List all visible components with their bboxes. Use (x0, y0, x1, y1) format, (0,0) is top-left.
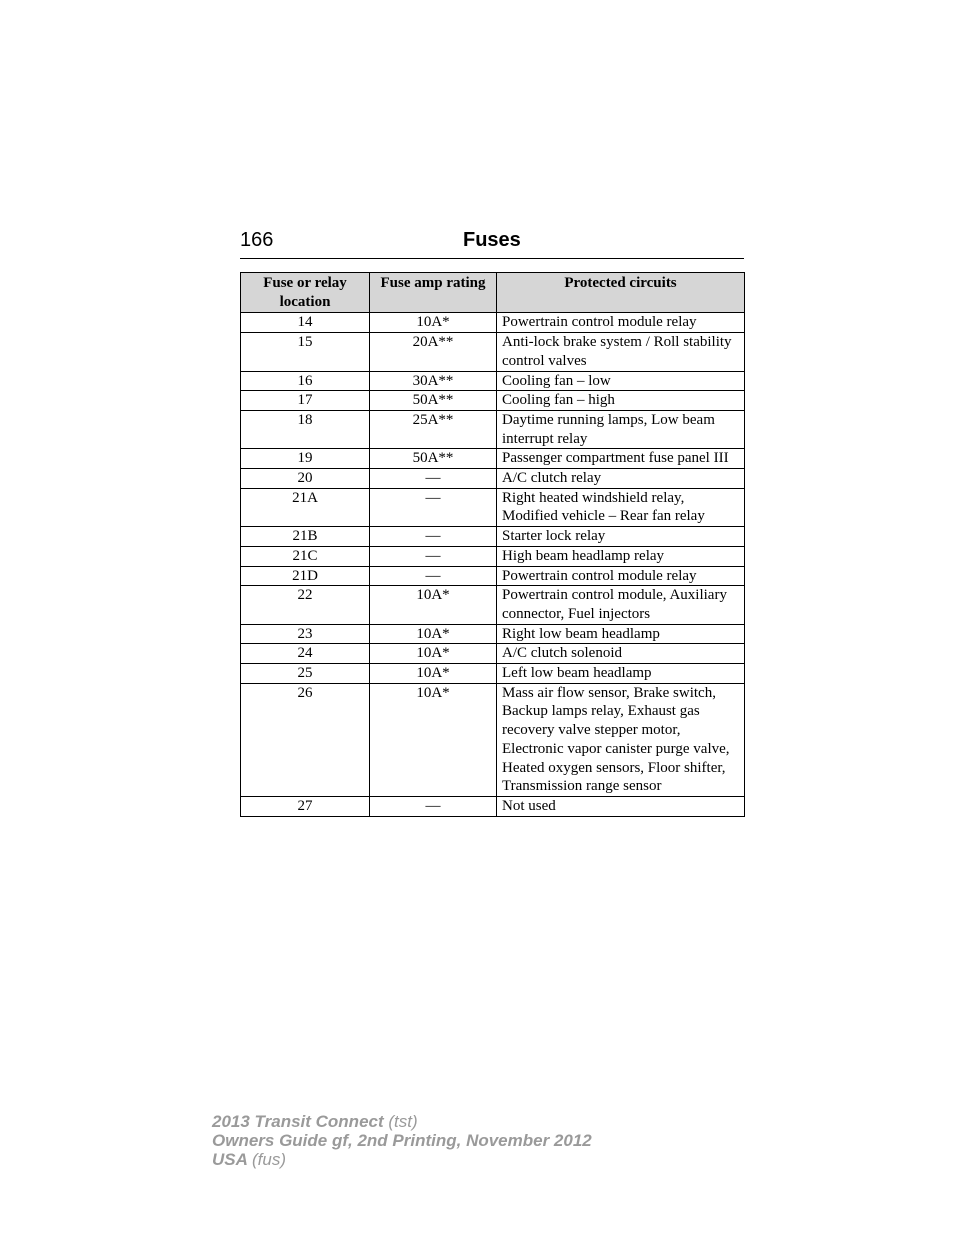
cell-location: 14 (241, 313, 370, 333)
page-title: Fuses (463, 229, 521, 251)
cell-location: 25 (241, 664, 370, 684)
cell-circuits: Starter lock relay (497, 527, 745, 547)
cell-rating: 10A* (370, 683, 497, 796)
footer-line-3 (212, 1150, 592, 1169)
cell-circuits: Anti-lock brake system / Roll stability control valves (497, 333, 745, 371)
table-row (241, 624, 745, 644)
cell-location: 27 (241, 796, 370, 816)
cell-location: 20 (241, 469, 370, 489)
cell-location: 23 (241, 624, 370, 644)
table-row (241, 664, 745, 684)
fuse-table-body (241, 313, 745, 816)
column-header-rating: Fuse amp rating (370, 273, 497, 313)
cell-location: 22 (241, 586, 370, 624)
cell-rating: 10A* (370, 664, 497, 684)
cell-location: 15 (241, 333, 370, 371)
cell-location: 18 (241, 410, 370, 448)
cell-location: 21C (241, 546, 370, 566)
cell-rating: 20A** (370, 333, 497, 371)
table-row (241, 469, 745, 489)
cell-rating: 50A** (370, 391, 497, 411)
cell-rating: 10A* (370, 313, 497, 333)
cell-location: 21B (241, 527, 370, 547)
cell-rating: — (370, 546, 497, 566)
cell-location: 16 (241, 371, 370, 391)
cell-location: 21D (241, 566, 370, 586)
cell-circuits: Cooling fan – high (497, 391, 745, 411)
cell-rating: 10A* (370, 586, 497, 624)
cell-location: 26 (241, 683, 370, 796)
cell-circuits: Not used (497, 796, 745, 816)
cell-circuits: Daytime running lamps, Low beam interrupt relay (497, 410, 745, 448)
table-row (241, 683, 745, 796)
footer-vehicle-code: (tst) (388, 1112, 418, 1131)
cell-circuits: Mass air flow sensor, Brake switch, Backup lamps relay, Exhaust gas recovery valve stepper motor, Electronic vapor canister purge valve, Heated oxygen sensors, Floor shifter, Transmission range sensor (497, 683, 745, 796)
cell-location: 21A (241, 488, 370, 526)
header-divider (240, 258, 744, 259)
cell-rating: 25A** (370, 410, 497, 448)
column-header-circuits: Protected circuits (497, 273, 745, 313)
cell-location: 19 (241, 449, 370, 469)
fuse-table (240, 272, 745, 817)
cell-circuits: Powertrain control module relay (497, 566, 745, 586)
cell-rating: — (370, 527, 497, 547)
cell-rating: — (370, 488, 497, 526)
footer-market-code: (fus) (252, 1150, 286, 1169)
cell-location: 24 (241, 644, 370, 664)
table-row (241, 313, 745, 333)
cell-rating: — (370, 796, 497, 816)
table-row (241, 566, 745, 586)
footer-vehicle: 2013 Transit Connect (212, 1112, 384, 1131)
cell-rating: 50A** (370, 449, 497, 469)
table-row (241, 410, 745, 448)
cell-circuits: High beam headlamp relay (497, 546, 745, 566)
table-row (241, 333, 745, 371)
footer-line-1 (212, 1112, 592, 1131)
table-row (241, 391, 745, 411)
column-header-location: Fuse or relay location (241, 273, 370, 313)
table-row (241, 644, 745, 664)
table-row (241, 796, 745, 816)
cell-rating: 10A* (370, 624, 497, 644)
table-row (241, 546, 745, 566)
footer-market: USA (212, 1150, 248, 1169)
cell-rating: — (370, 566, 497, 586)
cell-circuits: Left low beam headlamp (497, 664, 745, 684)
cell-rating: — (370, 469, 497, 489)
cell-location: 17 (241, 391, 370, 411)
footer-line-2: Owners Guide gf, 2nd Printing, November 2012 (212, 1131, 592, 1150)
table-row (241, 449, 745, 469)
cell-circuits: A/C clutch relay (497, 469, 745, 489)
cell-circuits: Powertrain control module relay (497, 313, 745, 333)
cell-circuits: Passenger compartment fuse panel III (497, 449, 745, 469)
cell-circuits: Right low beam headlamp (497, 624, 745, 644)
cell-circuits: Powertrain control module, Auxiliary connector, Fuel injectors (497, 586, 745, 624)
table-row (241, 586, 745, 624)
cell-circuits: A/C clutch solenoid (497, 644, 745, 664)
table-row (241, 371, 745, 391)
page-number: 166 (240, 229, 274, 251)
cell-circuits: Right heated windshield relay, Modified vehicle – Rear fan relay (497, 488, 745, 526)
cell-rating: 10A* (370, 644, 497, 664)
cell-rating: 30A** (370, 371, 497, 391)
table-header-row (241, 273, 745, 313)
cell-circuits: Cooling fan – low (497, 371, 745, 391)
table-row (241, 527, 745, 547)
footer (212, 1112, 592, 1169)
table-row (241, 488, 745, 526)
